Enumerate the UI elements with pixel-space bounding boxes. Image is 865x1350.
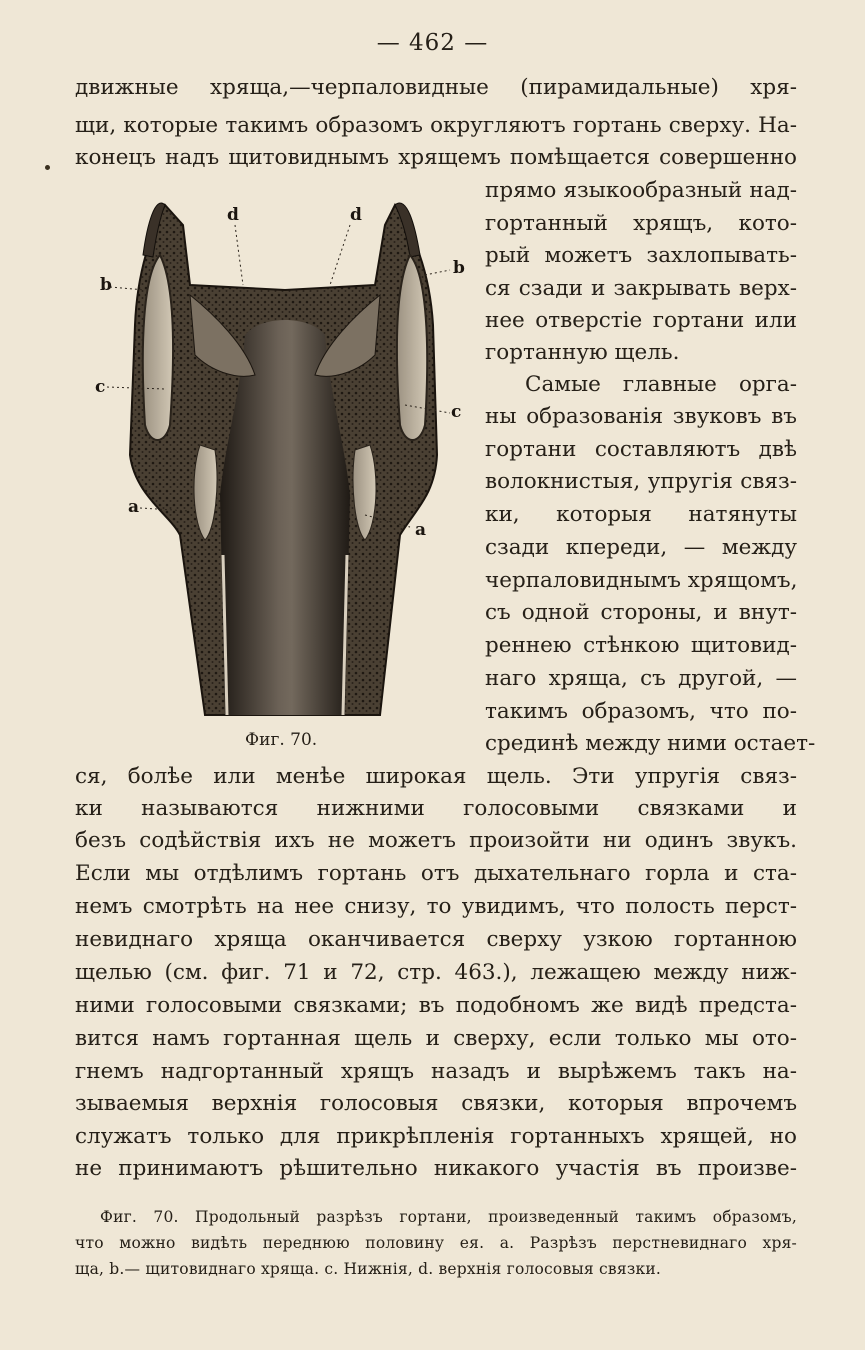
label-d-left: d — [227, 205, 239, 225]
side-line: гортанную щель. — [485, 340, 680, 365]
side-line: рый можетъ захлопывать- — [485, 243, 797, 268]
body-line: движные хряща,—черпаловидные (пирамидальные) хря- — [75, 75, 797, 100]
label-a-right: a — [415, 520, 427, 540]
side-line: прямо языкообразный над- — [485, 178, 797, 203]
larynx-section-figure — [95, 195, 475, 725]
label-d-right: d — [350, 205, 362, 225]
side-line: черпаловиднымъ хрящомъ, — [485, 568, 798, 593]
side-line: наго хряща, съ другой, — — [485, 666, 797, 691]
side-line: волокнистыя, упругія связ- — [485, 469, 797, 494]
side-line: ки, которыя натянуты — [485, 502, 797, 527]
side-line: реннею стѣнкою щитовид- — [485, 633, 797, 658]
label-c-right: c — [451, 402, 462, 422]
body-line: конецъ надъ щитовиднымъ хрящемъ помѣщается совершенно — [75, 145, 797, 170]
body-line: щелью (см. фиг. 71 и 72, стр. 463.), лежащею между ниж- — [75, 960, 797, 985]
side-line: Самые главные орга- — [525, 372, 797, 397]
figure-caption: Фиг. 70. — [245, 730, 318, 750]
side-line: нее отверстіе гортани или — [485, 308, 797, 333]
side-line: такимъ образомъ, что по- — [485, 699, 797, 724]
body-line: щи, которые такимъ образомъ округляютъ гортань сверху. На- — [75, 113, 797, 138]
body-line: ними голосовыми связками; въ подобномъ же видѣ предста- — [75, 993, 797, 1018]
label-c-left: c — [95, 377, 106, 397]
side-line: гортани составляютъ двѣ — [485, 437, 797, 462]
side-line: ся сзади и закрывать верх- — [485, 276, 797, 301]
page-number: — 462 — — [376, 30, 489, 56]
side-line: сзади кпереди, — между — [485, 535, 797, 560]
body-line: Если мы отдѣлимъ гортань отъ дыхательнаго горла и ста- — [75, 861, 797, 886]
body-line: ся, болѣе или менѣе широкая щель. Эти упругія связ- — [75, 764, 797, 789]
body-line: невиднаго хряща оканчивается сверху узкою гортанною — [75, 927, 797, 952]
body-line: вится намъ гортанная щель и сверху, если только мы ото- — [75, 1026, 797, 1051]
footnote-line: ща, b.— щитовиднаго хряща. c. Нижнія, d. верхнія голосовыя связки. — [75, 1260, 662, 1278]
body-line: зываемыя верхнія голосовыя связки, которыя впрочемъ — [75, 1091, 797, 1116]
body-line: не принимаютъ рѣшительно никакого участія въ произве- — [75, 1156, 797, 1181]
side-line: ны образованія звуковъ въ — [485, 404, 797, 429]
footnote-line: что можно видѣть переднюю половину ея. a. Разрѣзъ перстневиднаго хря- — [75, 1234, 797, 1252]
label-a-left: a — [128, 497, 140, 517]
label-b-right: b — [453, 258, 465, 278]
side-line: съ одной стороны, и внут- — [485, 600, 797, 625]
side-line: срединѣ между ними остает- — [485, 731, 816, 756]
body-line: гнемъ надгортанный хрящъ назадъ и вырѣжемъ такъ на- — [75, 1059, 797, 1084]
ink-speck — [45, 165, 50, 170]
footnote-line: Фиг. 70. Продольный разрѣзъ гортани, произведенный такимъ образомъ, — [100, 1208, 797, 1226]
body-line: ки называются нижними голосовыми связками и — [75, 796, 797, 821]
body-line: служатъ только для прикрѣпленія гортанныхъ хрящей, но — [75, 1124, 797, 1149]
label-b-left: b — [100, 275, 112, 295]
body-line: безъ содѣйствія ихъ не можетъ произойти ни одинъ звукъ. — [75, 828, 797, 853]
side-line: гортанный хрящъ, кото- — [485, 211, 797, 236]
body-line: немъ смотрѣть на нее снизу, то увидимъ, что полость перст- — [75, 894, 797, 919]
